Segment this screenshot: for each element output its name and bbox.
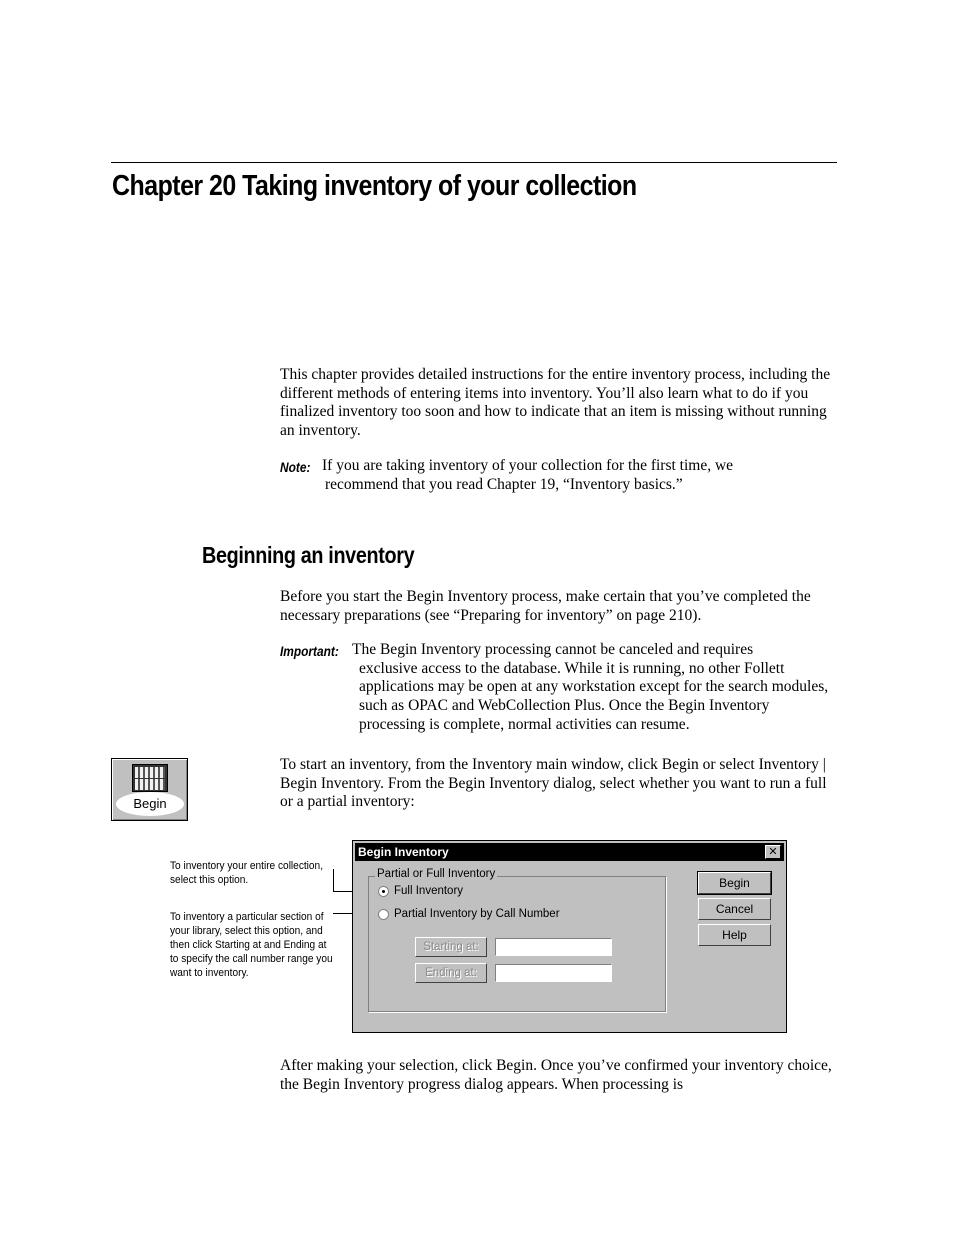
bookshelf-icon xyxy=(132,764,168,792)
preparation-paragraph: Before you start the Begin Inventory process, make certain that you’ve completed the necessary preparations (see “Preparing for inventory” on page 210). xyxy=(280,588,811,624)
dialog-title: Begin Inventory xyxy=(358,845,449,859)
note-label: Note: xyxy=(280,459,311,475)
start-paragraph: To start an inventory, from the Inventory main window, click Begin or select Inventory | Begin Inventory. From the Begin Inventory dialog, select whether you want to run a full or a partial inventory: xyxy=(280,756,827,811)
radio-selected-icon[interactable] xyxy=(378,886,389,897)
chapter-title: Chapter 20 Taking inventory of your collection xyxy=(112,170,637,202)
full-inventory-option[interactable] xyxy=(378,885,463,897)
note-block xyxy=(280,457,842,494)
help-button[interactable]: Help xyxy=(698,924,771,946)
radio-unselected-icon[interactable] xyxy=(378,909,389,920)
begin-button[interactable]: Begin xyxy=(698,872,771,894)
callout-leader-full-vertical xyxy=(333,869,334,892)
partial-inventory-label: Partial Inventory by Call Number xyxy=(394,908,560,920)
note-line-2: recommend that you read Chapter 19, “Inventory basics.” xyxy=(325,475,683,493)
starting-at-field[interactable] xyxy=(495,938,612,956)
callout-partial-inventory: To inventory a particular section of your library, select this option, and then click Starting at and Ending at to specify the call number range you want to inventory. xyxy=(170,911,333,979)
intro-paragraph: This chapter provides detailed instructions for the entire inventory process, including the different methods of entering items into inventory. You’ll also learn what to do if you finalized inventory too soon and how to indicate that an item is missing without running an inventory. xyxy=(280,366,831,440)
begin-toolbar-button[interactable] xyxy=(111,758,188,821)
important-block xyxy=(280,641,842,735)
full-inventory-label: Full Inventory xyxy=(394,885,464,897)
ending-at-field[interactable] xyxy=(495,964,612,982)
ending-at-button[interactable]: Ending at: xyxy=(415,963,487,983)
close-icon[interactable]: ✕ xyxy=(765,845,781,859)
begin-inventory-dialog xyxy=(352,840,787,1033)
begin-toolbar-label: Begin xyxy=(116,792,184,816)
starting-at-button[interactable]: Starting at: xyxy=(415,937,487,957)
group-label: Partial or Full Inventory xyxy=(377,868,496,880)
important-label: Important: xyxy=(280,643,339,659)
note-line-1: If you are taking inventory of your collection for the first time, we xyxy=(322,457,734,474)
important-line-1: The Begin Inventory processing cannot be canceled and requires xyxy=(352,641,754,658)
chapter-rule xyxy=(111,162,837,163)
important-text: exclusive access to the database. While it is running, no other Follett applications may be open at any workstation except for the search modules, such as OPAC and WebCollection Plus. Once the Begin Inventory processing is complete, normal activities can resume. xyxy=(359,659,829,733)
cancel-button[interactable]: Cancel xyxy=(698,898,771,920)
after-selection-paragraph: After making your selection, click Begin. Once you’ve confirmed your inventory choice, the Begin Inventory progress dialog appears. When processing is xyxy=(280,1057,832,1093)
dialog-titlebar xyxy=(355,843,784,861)
partial-inventory-option[interactable] xyxy=(378,908,560,920)
section-title: Beginning an inventory xyxy=(202,542,415,568)
callout-full-inventory: To inventory your entire collection, select this option. xyxy=(170,860,324,886)
